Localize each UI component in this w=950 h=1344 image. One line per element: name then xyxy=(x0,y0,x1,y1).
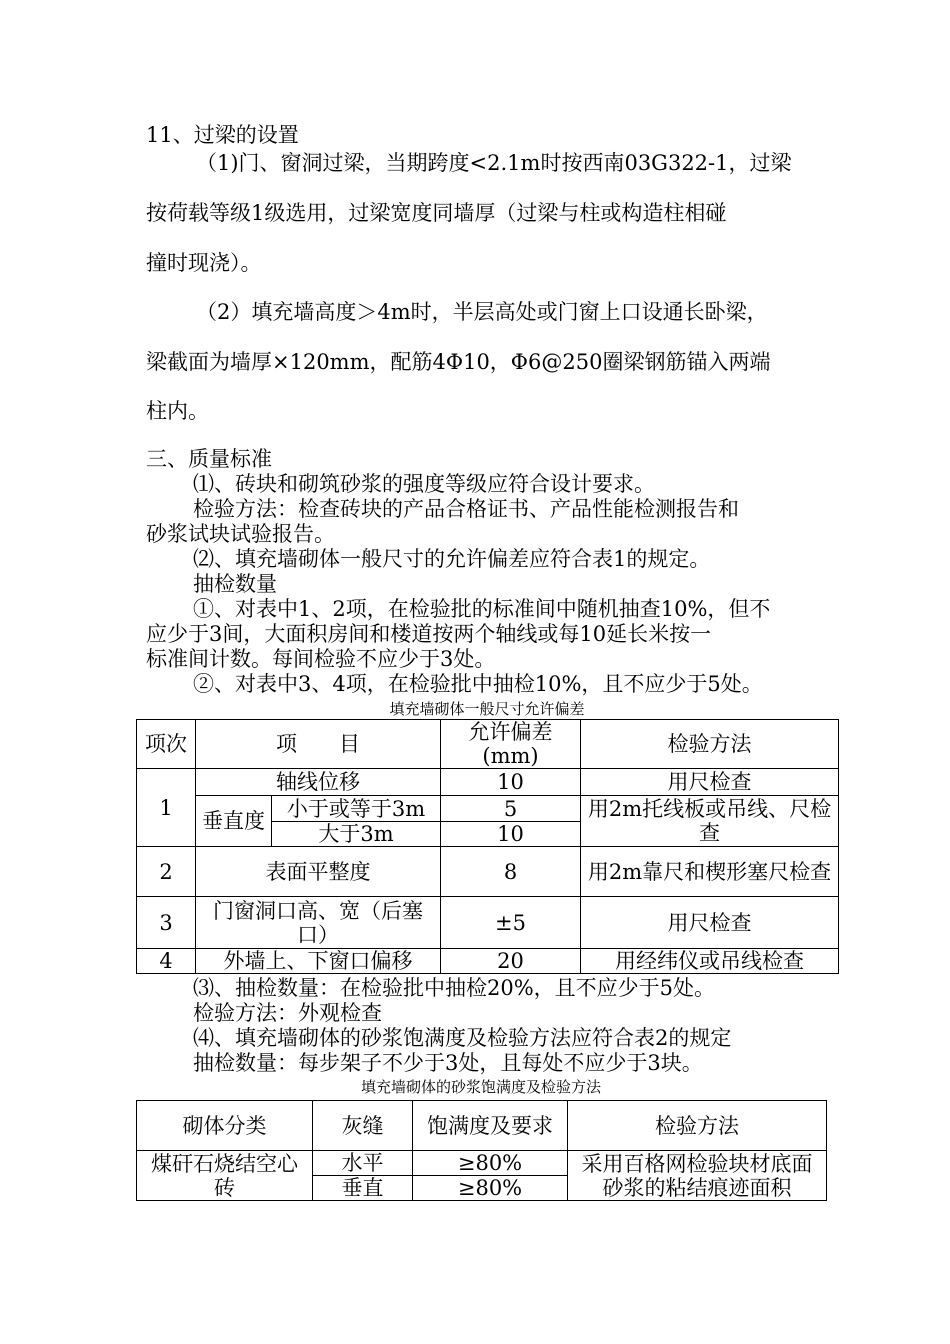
paragraph-line: 应少于3间，大面积房间和楼道按两个轴线或每10延长米按一 xyxy=(146,622,712,646)
paragraph-line: 撞时现浇）。 xyxy=(146,251,262,275)
paragraph-line: ⑴、砖块和砌筑砂浆的强度等级应符合设计要求。 xyxy=(193,472,655,496)
paragraph-line: ②、对表中3、4项，在检验批中抽检10%，且不应少于5处。 xyxy=(193,672,763,696)
cell-subitem: 小于或等于3m xyxy=(272,796,441,822)
row-no: 3 xyxy=(137,897,196,949)
paragraph-line: ①、对表中1、2项，在检验批的标准间中随机抽查10%，但不 xyxy=(193,597,771,621)
table-1-caption: 填充墙砌体一般尺寸允许偏差 xyxy=(389,700,585,718)
cell-fullness: ≥80% xyxy=(413,1151,568,1176)
cell-method: 用2m靠尺和楔形塞尺检查 xyxy=(581,847,839,897)
cell-item: 门窗洞口高、宽（后塞口） xyxy=(196,897,441,949)
cell-method: 用经纬仪或吊线检查 xyxy=(581,949,839,974)
cell-deviation: 10 xyxy=(441,822,581,847)
cell-item: 表面平整度 xyxy=(196,847,441,897)
header-joint: 灰缝 xyxy=(313,1101,413,1151)
header-type: 砌体分类 xyxy=(137,1101,313,1151)
cell-method: 用尺检查 xyxy=(581,769,839,796)
cell-method: 用2m托线板或吊线、尺检查 xyxy=(581,796,839,847)
paragraph-line: 抽检数量 xyxy=(193,572,277,596)
cell-method: 用尺检查 xyxy=(581,897,839,949)
paragraph-line: 砂浆试块试验报告。 xyxy=(146,522,335,546)
paragraph-line: 检验方法：外观检查 xyxy=(193,1001,382,1025)
cell-deviation: 5 xyxy=(441,796,581,822)
section-3-title: 三、质量标准 xyxy=(146,447,272,471)
paragraph-line: ⑶、抽检数量：在检验批中抽检20%，且不应少于5处。 xyxy=(193,976,716,1000)
cell-deviation: 10 xyxy=(441,769,581,796)
paragraph-line: 抽检数量：每步架子不少于3处，且每处不应少于3块。 xyxy=(193,1051,703,1075)
paragraph-line: （2）填充墙高度＞4m时，半层高处或门窗上口设通长卧梁， xyxy=(196,300,768,324)
cell-item-vertical: 垂直度 xyxy=(196,796,272,847)
paragraph-line: 标准间计数。每间检验不应少于3处。 xyxy=(146,647,496,671)
header-method: 检验方法 xyxy=(581,720,839,769)
paragraph-line: 柱内。 xyxy=(146,399,209,423)
cell-item: 外墙上、下窗口偏移 xyxy=(196,949,441,974)
cell-deviation: 20 xyxy=(441,949,581,974)
header-deviation: 允许偏差(mm) xyxy=(441,720,581,769)
paragraph-line: 按荷载等级1级选用，过梁宽度同墙厚（过梁与柱或构造柱相碰 xyxy=(146,201,727,225)
row-no: 1 xyxy=(137,769,196,847)
paragraph-line: 梁截面为墙厚×120mm，配筋4Φ10，Φ6@250圈梁钢筋锚入两端 xyxy=(146,350,771,374)
header-fullness: 饱满度及要求 xyxy=(413,1101,568,1151)
header-item: 项 目 xyxy=(196,720,441,769)
cell-joint: 水平 xyxy=(313,1151,413,1176)
paragraph-line: 检验方法：检查砖块的产品合格证书、产品性能检测报告和 xyxy=(193,497,739,521)
cell-type: 煤矸石烧结空心砖 xyxy=(137,1151,313,1201)
cell-subitem: 大于3m xyxy=(272,822,441,847)
header-no: 项次 xyxy=(137,720,196,769)
paragraph-line: （1)门、窗洞过梁，当期跨度<2.1m时按西南03G322-1，过梁 xyxy=(196,151,792,175)
mortar-table xyxy=(136,1100,827,1201)
table-2-caption: 填充墙砌体的砂浆饱满度及检验方法 xyxy=(360,1078,601,1096)
paragraph-line: ⑵、填充墙砌体一般尺寸的允许偏差应符合表1的规定。 xyxy=(193,547,711,571)
cell-joint: 垂直 xyxy=(313,1176,413,1201)
cell-item: 轴线位移 xyxy=(196,769,441,796)
row-no: 4 xyxy=(137,949,196,974)
header-method: 检验方法 xyxy=(568,1101,827,1151)
cell-deviation: ±5 xyxy=(441,897,581,949)
cell-fullness: ≥80% xyxy=(413,1176,568,1201)
section-11-title: 11、过梁的设置 xyxy=(146,123,299,147)
cell-deviation: 8 xyxy=(441,847,581,897)
cell-method: 采用百格网检验块材底面砂浆的粘结痕迹面积 xyxy=(568,1151,827,1201)
paragraph-line: ⑷、填充墙砌体的砂浆饱满度及检验方法应符合表2的规定 xyxy=(193,1026,732,1050)
deviation-table xyxy=(136,719,839,974)
row-no: 2 xyxy=(137,847,196,897)
